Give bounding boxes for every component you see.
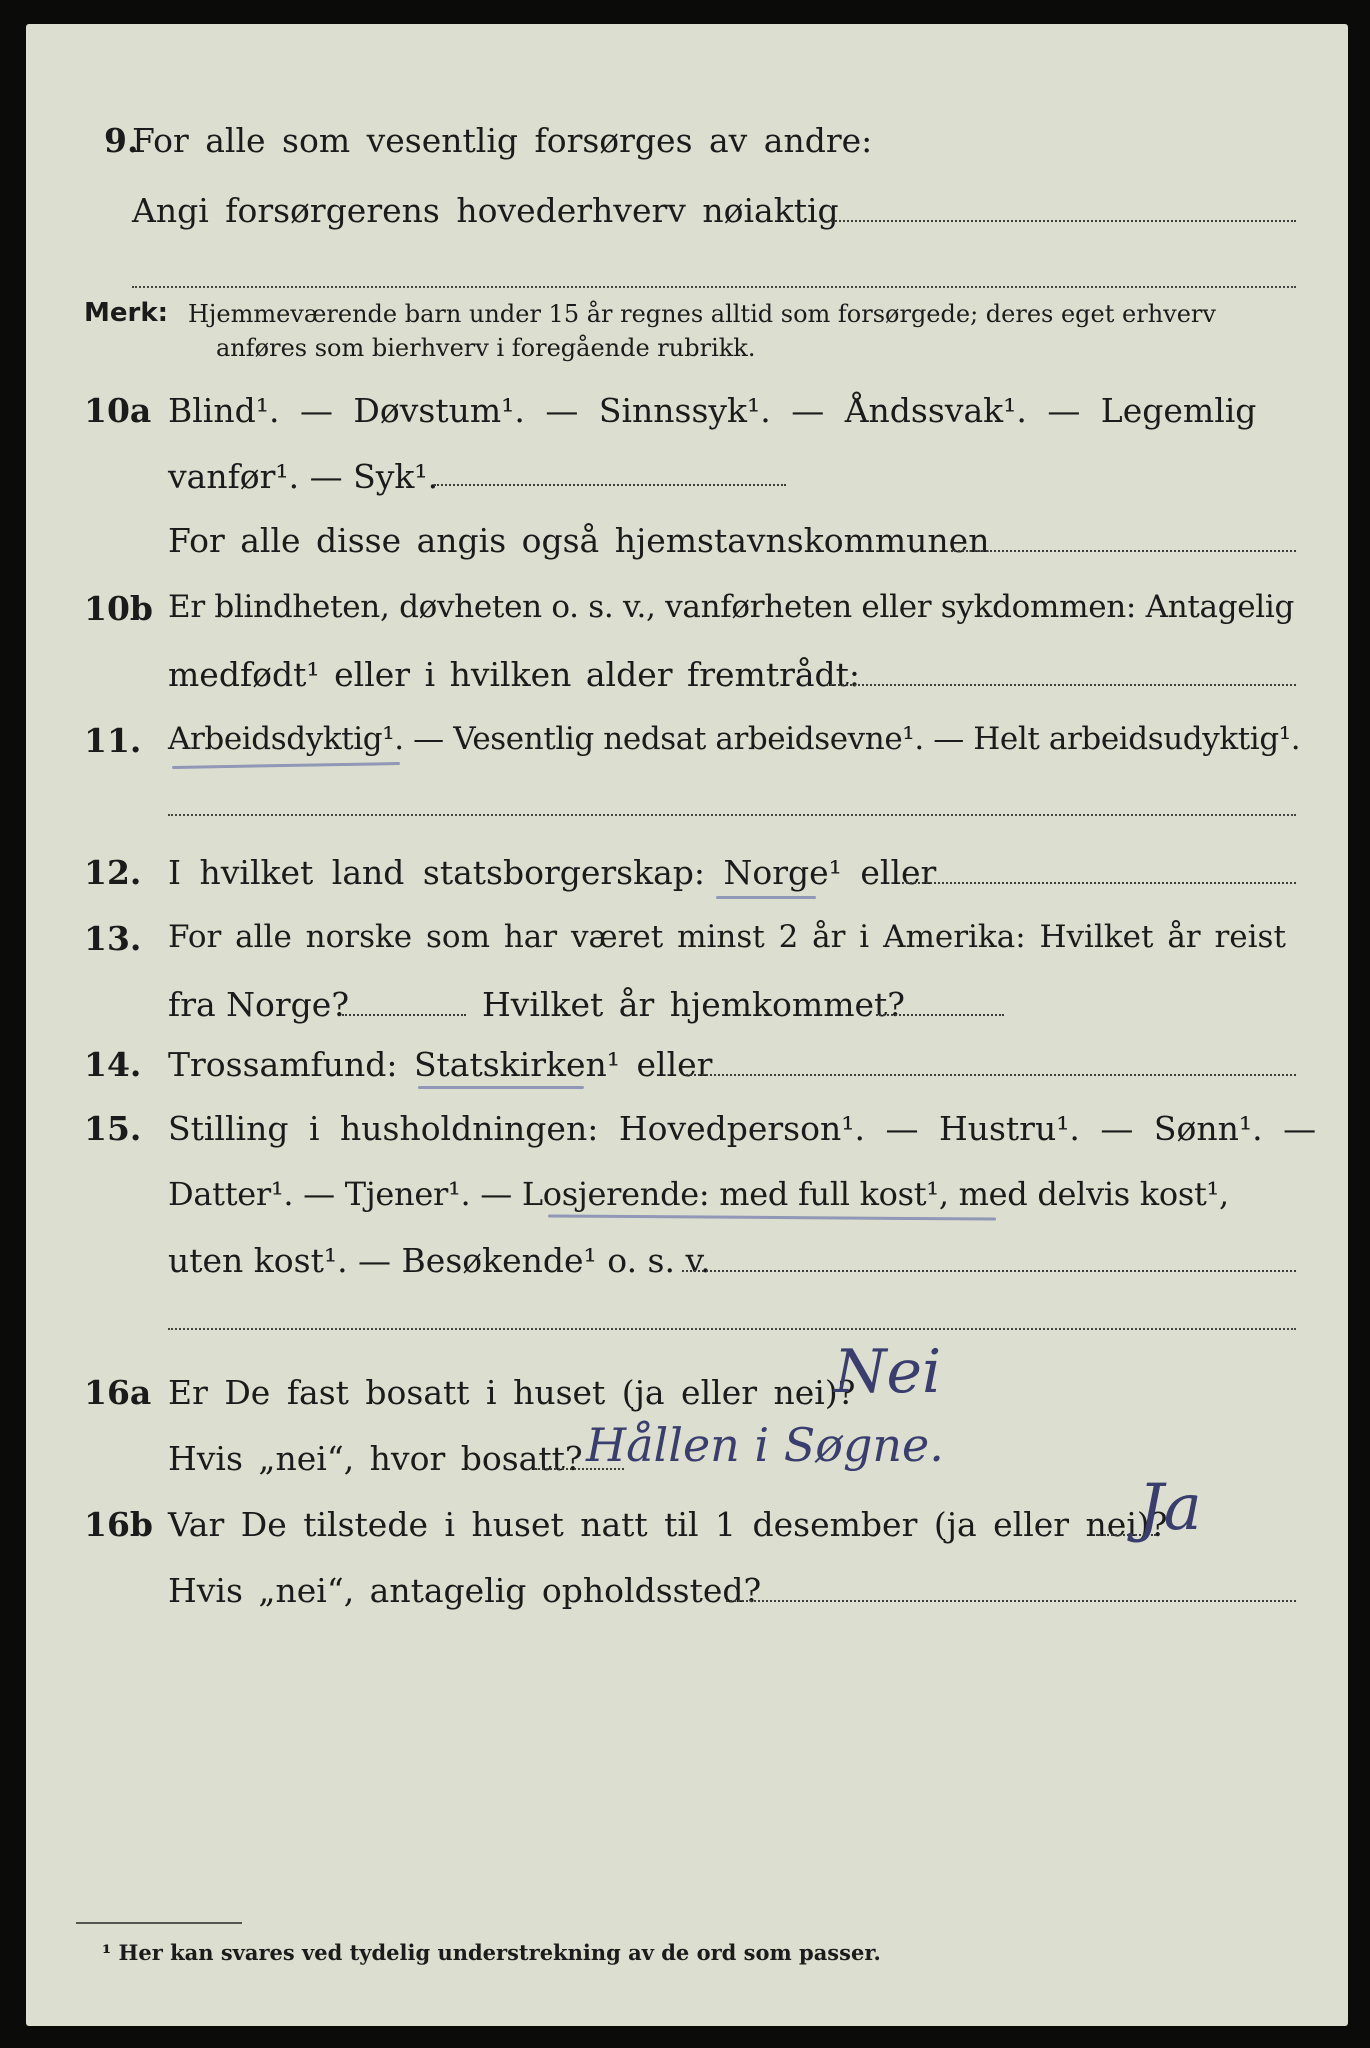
q16a-line2: Hvis „nei“, hvor bosatt? <box>168 1439 583 1478</box>
q11-line1: Arbeidsdyktig¹. — Vesentlig nedsat arbeidsevne¹. — Helt arbeidsudyktig¹. <box>168 721 1301 757</box>
q14-number: 14. <box>84 1045 142 1084</box>
q13-line2a: fra Norge? <box>168 985 350 1024</box>
q9-answer-line <box>828 220 1296 222</box>
q10a-syk-line <box>434 484 786 486</box>
q10b-number: 10b <box>84 589 153 628</box>
q9-answer-line-2 <box>132 286 1296 288</box>
footnote-rule <box>76 1922 242 1924</box>
q9-line2: Angi forsørgerens hovederhverv nøiaktig <box>132 191 839 230</box>
q14-answer-line <box>686 1074 1296 1076</box>
merk-line2: anføres som bierhverv i foregående rubrikk. <box>216 334 756 362</box>
q14-line1: Trossamfund: Statskirken¹ eller <box>168 1045 713 1084</box>
q13-number: 13. <box>84 919 142 958</box>
q11-number: 11. <box>84 721 142 760</box>
q15-number: 15. <box>84 1109 142 1148</box>
q13-line2b: Hvilket år hjemkommet? <box>482 985 905 1024</box>
merk-line1: Hjemmeværende barn under 15 år regnes alltid som forsørgede; deres eget erhverv <box>188 300 1216 328</box>
q9-number: 9. <box>104 121 139 160</box>
q16a-answer-handwritten: Nei <box>834 1337 942 1407</box>
q16b-number: 16b <box>84 1505 153 1544</box>
census-form-page <box>26 24 1348 2026</box>
q13-reist-line <box>342 1014 466 1016</box>
q12-answer-line <box>902 882 1296 884</box>
q9-line1: For alle som vesentlig forsørges av andre: <box>132 121 873 160</box>
q16b-line2: Hvis „nei“, antagelig opholdssted? <box>168 1571 762 1610</box>
q12-number: 12. <box>84 853 142 892</box>
q16a-number: 16a <box>84 1373 152 1412</box>
q11-rule <box>168 814 1296 816</box>
q10b-answer-line <box>826 684 1296 686</box>
q16b-line1: Var De tilstede i huset natt til 1 desember (ja eller nei)? <box>168 1505 1168 1544</box>
q14-answer-underline <box>418 1086 584 1089</box>
q12-line1: I hvilket land statsborgerskap: Norge¹ eller <box>168 853 937 892</box>
q10a-line2: vanfør¹. — Syk¹. <box>168 457 439 496</box>
q15-rule <box>168 1328 1296 1330</box>
q10a-line1: Blind¹. — Døvstum¹. — Sinnssyk¹. — Åndssvak¹. — Legemlig <box>168 391 1257 430</box>
q10b-line2: medfødt¹ eller i hvilken alder fremtrådt: <box>168 655 861 694</box>
merk-label: Merk: <box>84 298 169 328</box>
q12-answer-underline <box>716 896 816 899</box>
q15-answer-underline <box>548 1214 996 1220</box>
q13-line1: For alle norske som har været minst 2 år i Amerika: Hvilket år reist <box>168 919 1286 955</box>
q13-hjemkommet-line <box>876 1014 1004 1016</box>
q10b-line1: Er blindheten, døvheten o. s. v., vanførheten eller sykdommen: Antagelig <box>168 589 1295 625</box>
q10a-line3: For alle disse angis også hjemstavnskommunen <box>168 521 990 560</box>
q15-line2: Datter¹. — Tjener¹. — Losjerende: med full kost¹, med delvis kost¹, <box>168 1175 1229 1213</box>
q16b-opholdssted-line <box>726 1600 1296 1602</box>
q16a-bosatt-handwritten: Hållen i Søgne. <box>586 1418 944 1472</box>
footnote-text: ¹ Her kan svares ved tydelig understrekning av de ord som passer. <box>102 1940 881 1965</box>
q10a-hjemstavn-line <box>951 550 1296 552</box>
q16a-line1: Er De fast bosatt i huset (ja eller nei)? <box>168 1373 856 1412</box>
q15-line1: Stilling i husholdningen: Hovedperson¹. — Hustru¹. — Sønn¹. — <box>168 1109 1317 1148</box>
q15-line3: uten kost¹. — Besøkende¹ o. s. v. <box>168 1241 711 1280</box>
q15-answer-line <box>682 1270 1296 1272</box>
q11-answer-underline <box>172 762 400 769</box>
q10a-number: 10a <box>84 391 152 430</box>
q16b-answer-handwritten: Ja <box>1138 1471 1202 1545</box>
